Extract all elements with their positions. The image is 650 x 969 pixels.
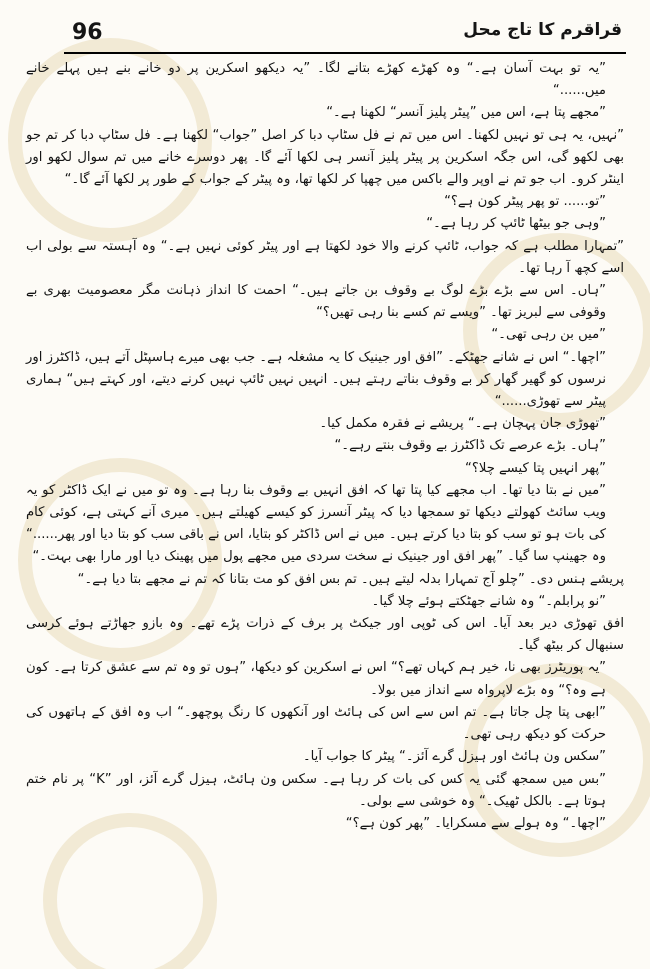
text-paragraph: ”ہاں۔ اس سے بڑے بڑے لوگ بے وقوف بن جاتے ہیں۔“ احمت کا انداز ذہانت مگر معصومیت بھری بے وقوفی سے لبریز تھا۔ ”ویسے تم کسے بنا رہی تھیں؟“ <box>26 283 606 321</box>
text-paragraph: ”یہ پوریٹرز بھی نا، خیر ہم کہاں تھے؟“ اس نے اسکرین کو دیکھا، ”ہوں تو وہ تم سے عشق کرتا ہے۔ کون ہے وہ؟“ وہ بڑے لاپرواہ سے انداز میں بولا۔ <box>26 660 606 698</box>
text-paragraph: ”اچھا۔“ اس نے شانے جھٹکے۔ ”افق اور جینیک کا یہ مشغلہ ہے۔ جب بھی میرے ہاسپٹل آتے ہیں، ڈاکٹرز اور نرسوں کو گھیر گھار کر بے وقوف بناتے رہتے ہیں۔ انہیں نہیں ٹائپ نہیں کرنے دیتے، اور کہتے ہیں“ ہماری پیٹر سے تھوڑی......“ <box>26 349 606 410</box>
book-title: قراقرم کا تاج محل <box>463 20 622 40</box>
text-paragraph: پریشے ہنس دی۔ ”چلو آج تمہارا بدلہ لیتے ہیں۔ تم بس افق کو مت بتانا کہ تم نے مجھے بتا دیا ہے۔“ <box>77 571 624 587</box>
text-paragraph: ”پھر انہیں پتا کیسے چلا؟“ <box>465 460 606 476</box>
page-body-text <box>26 58 624 835</box>
page-number: 96 <box>72 20 103 45</box>
text-paragraph: ”تھوڑی جان پہچان ہے۔“ پریشے نے فقرہ مکمل کیا۔ <box>319 416 606 432</box>
text-paragraph: ”نو پرابلم۔“ وہ شانے جھٹکتے ہوئے چلا گیا۔ <box>371 593 606 609</box>
text-paragraph: افق تھوڑی دیر بعد آیا۔ اس کی ٹوپی اور جیکٹ پر برف کے ذرات پڑے تھے۔ وہ بازو جھاڑتے ہوئے کرسی سنبھال کر بیٹھ گیا۔ <box>26 616 624 654</box>
text-paragraph: ”میں بن رہی تھی۔“ <box>491 327 606 343</box>
text-paragraph: ”یہ تو بہت آسان ہے۔“ وہ کھڑے کھڑے بتانے لگا۔ ”یہ دیکھو اسکرین پر دو خانے بنے ہیں پہلے خانے میں......“ <box>26 61 606 99</box>
text-paragraph: ”ابھی پتا چل جاتا ہے۔ تم اس سے اس کی ہائٹ اور آنکھوں کا رنگ پوچھو۔“ اب وہ افق کے ہاتھوں کی حرکت کو دیکھ رہی تھی۔ <box>26 704 606 743</box>
text-paragraph: ”تمہارا مطلب ہے کہ جواب، ٹائپ کرنے والا خود لکھتا ہے اور پیٹر کوئی نہیں ہے۔“ وہ آہستہ سے بولی اب اسے کچھ آ رہا تھا۔ <box>26 238 624 276</box>
text-paragraph: ”سکس ون ہائٹ اور ہیزل گرے آئز۔“ پیٹر کا جواب آیا۔ <box>302 749 606 765</box>
text-paragraph: ”تو...... تو پھر پیٹر کون ہے؟“ <box>444 194 606 210</box>
text-paragraph: ”مجھے پتا ہے، اس میں ”پیٹر پلیز آنسر“ لکھنا ہے۔“ <box>326 105 606 121</box>
page-header <box>64 14 626 54</box>
text-paragraph: ”بس میں سمجھ گئی یہ کس کی بات کر رہا ہے۔ سکس ون ہائٹ، ہیزل گرے آئز، اور ”K“ پر نام ختم ہوتا ہے۔ بالکل ٹھیک۔“ وہ خوشی سے بولی۔ <box>26 771 606 809</box>
text-paragraph: ”اچھا۔“ وہ ہولے سے مسکرایا۔ ”پھر کون ہے؟“ <box>345 815 606 831</box>
text-paragraph: ”میں نے بتا دیا تھا۔ اب مجھے کیا پتا تھا کہ افق انہیں بے وقوف بنا رہا ہے۔ وہ تو میں نے ایک ڈاکٹر کو یہ ویب سائٹ کھولتے دیکھا تو سمجھا دیا کہ پیٹر آنسرز کو کیسے کھیلتے ہیں۔ میری آنے کہتی ہے، کوئی کام کی بات ہو تو سب کو بتا دیا کرتے ہیں۔ میں نے اس ڈاکٹر کو بتایا، اس نے باقی سب کو بتا دیا اور پھر......“ وہ جھینپ سا گیا۔ ”پھر افق اور جینیک نے سخت سردی میں مجھے پول میں پھینک دیا اور مارا بھی بہت۔“ <box>26 482 606 565</box>
text-paragraph: ”وہی جو بیٹھا ٹائپ کر رہا ہے۔“ <box>426 216 606 232</box>
text-paragraph: ”ہاں۔ بڑے عرصے تک ڈاکٹرز بے وقوف بنتے رہے۔“ <box>334 438 606 454</box>
text-paragraph: ”نہیں، یہ ہی تو نہیں لکھنا۔ اس میں تم نے فل سٹاپ دبا کر اصل ”جواب“ لکھنا ہے۔ فل سٹاپ دبا کر تم جو بھی لکھو گی، اس جگہ اسکرین پر پیٹر پلیز آنسر ہی لکھا آئے گا۔ پھر دوسرے خانے میں تم سوال لکھو اور اینٹر کرو۔ اب جو تم نے اوپر والے باکس میں چھپا کر لکھا تھا، وہ پیٹر کے جواب کے طور پر لکھا آئے گا۔“ <box>26 127 624 188</box>
